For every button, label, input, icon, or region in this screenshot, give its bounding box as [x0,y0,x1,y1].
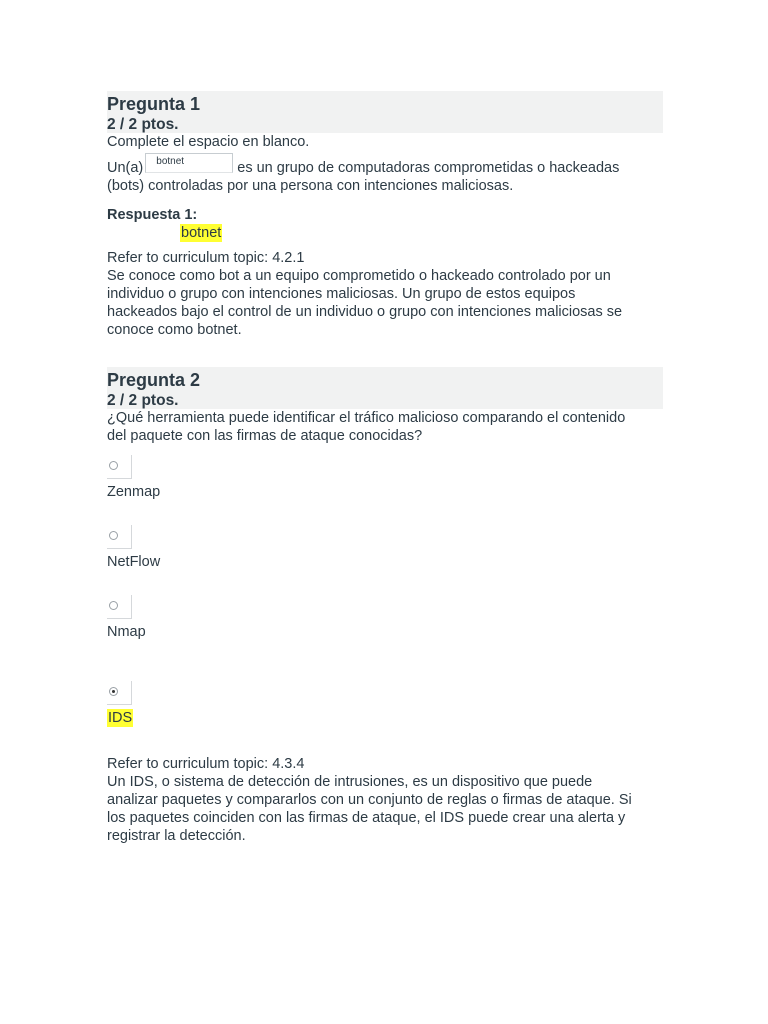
sentence-prefix: Un(a) [107,160,144,176]
answer-value: botnet [181,225,222,241]
feedback [107,755,663,845]
feedback-line: conoce como botnet. [107,322,242,338]
fill-blank-input[interactable]: botnet [145,153,233,173]
option-label: Nmap [107,624,146,640]
question-title: Pregunta 1 [107,94,201,114]
sentence-text: es un grupo de computadoras comprometidas o hackeadas [237,160,620,176]
option-label: IDS [108,710,133,726]
feedback-line: registrar la detección. [107,828,246,844]
question-text: del paquete con las firmas de ataque conocidas? [107,428,423,444]
feedback-line: hackeados bajo el control de un individuo o grupo con intenciones maliciosas se [107,304,623,320]
question-points: 2 / 2 ptos. [107,392,179,409]
sentence-text-line2: (bots) controladas por una persona con intenciones maliciosas. [107,178,514,194]
feedback-line: los paquetes coinciden con las firmas de ataque, el IDS puede crear una alerta y [107,810,626,826]
fill-in-sentence [107,156,663,195]
question-instruction: Complete el espacio en blanco. [107,134,310,150]
question-1 [107,91,663,339]
radio-button[interactable] [109,461,118,470]
question-header [107,91,663,133]
option-label: NetFlow [107,554,161,570]
answer-options [107,455,663,749]
answer-label: Respuesta 1: [107,207,198,223]
feedback-line: individuo o grupo con intenciones maliciosas. Un grupo de estos equipos [107,286,576,302]
radio-container [107,595,132,619]
radio-container [107,455,132,479]
feedback [107,249,663,339]
answer-option[interactable] [107,455,663,525]
answer-option-selected[interactable] [107,681,663,749]
question-text: ¿Qué herramienta puede identificar el tráfico malicioso comparando el contenido [107,410,626,426]
feedback-line: analizar paquetes y compararlos con un conjunto de reglas o firmas de ataque. Si [107,792,632,808]
question-points: 2 / 2 ptos. [107,116,179,133]
question-title: Pregunta 2 [107,370,201,390]
answer-option[interactable] [107,525,663,595]
radio-container [107,525,132,549]
feedback-topic: Refer to curriculum topic: 4.3.4 [107,756,305,772]
question-2 [107,367,663,845]
feedback-line: Se conoce como bot a un equipo comprometido o hackeado controlado por un [107,268,611,284]
radio-button-checked[interactable] [109,687,118,696]
answer-option[interactable] [107,595,663,681]
question-header [107,367,663,409]
option-label: Zenmap [107,484,161,500]
radio-button[interactable] [109,601,118,610]
radio-container [107,681,132,705]
feedback-line: Un IDS, o sistema de detección de intrusiones, es un dispositivo que puede [107,774,593,790]
feedback-topic: Refer to curriculum topic: 4.2.1 [107,250,305,266]
radio-button[interactable] [109,531,118,540]
quiz-results [107,91,663,845]
